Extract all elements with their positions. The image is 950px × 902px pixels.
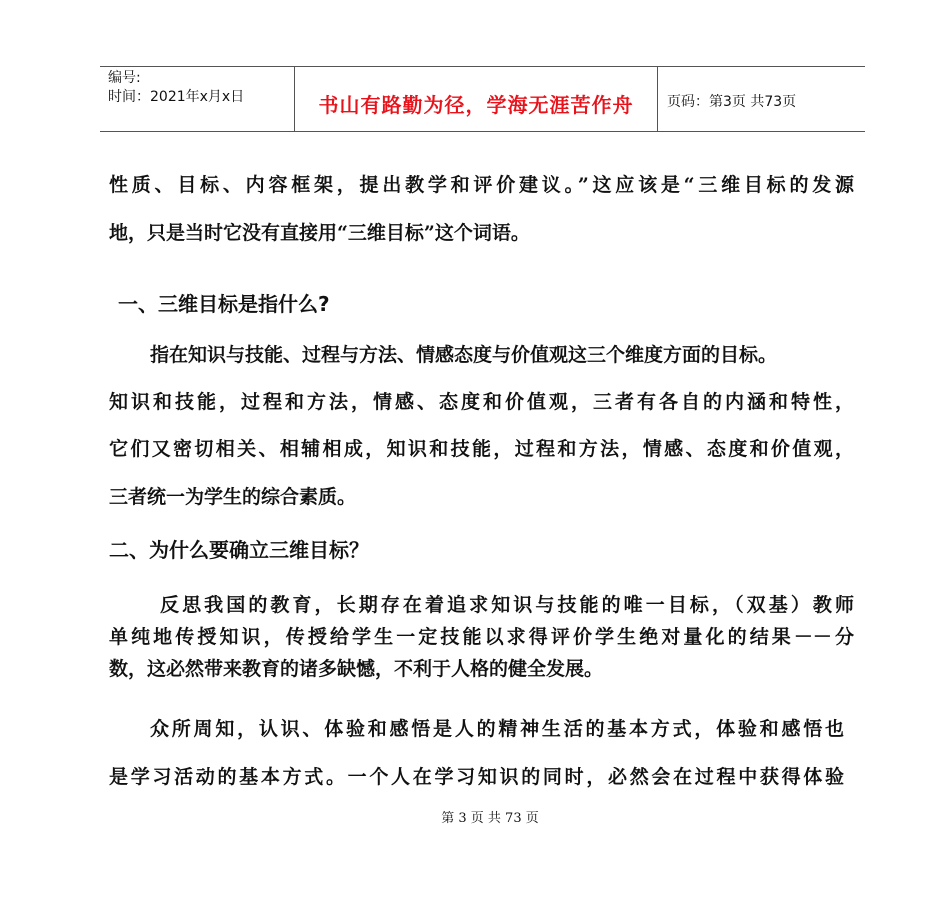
header-page-info: 页码：第3页 共73页	[667, 94, 797, 110]
section-heading-2: 二、为什么要确立三维目标？	[109, 538, 369, 562]
paragraph-line: 数，这必然带来教育的诸多缺憾，不利于人格的健全发展。	[109, 658, 604, 680]
header-motto-cell	[294, 67, 658, 131]
header-page-cell	[657, 67, 865, 131]
paragraph-line: 指在知识与技能、过程与方法、情感态度与价值观这三个维度方面的目标。	[150, 344, 778, 366]
serial-number-label: 编号:	[108, 70, 141, 86]
paragraph-line: 单纯地传授知识，传授给学生一定技能以求得评价学生绝对量化的结果－－分	[109, 626, 854, 648]
paragraph-line: 知识和技能，过程和方法，情感、态度和价值观，三者有各自的内涵和特性，	[109, 391, 854, 413]
section-heading-1: 一、三维目标是指什么?	[118, 292, 330, 316]
paragraph-line: 是学习活动的基本方式。一个人在学习知识的同时，必然会在过程中获得体验	[109, 766, 844, 788]
page-footer: 第 3 页 共 73 页	[441, 811, 539, 826]
paragraph-line: 众所周知，认识、体验和感悟是人的精神生活的基本方式，体验和感悟也	[150, 718, 844, 740]
paragraph-line: 性质、目标、内容框架，提出教学和评价建议。”这应该是“三维目标的发源	[109, 174, 854, 196]
paragraph-line: 地，只是当时它没有直接用“三维目标”这个词语。	[109, 222, 530, 244]
paragraph-line: 它们又密切相关、相辅相成，知识和技能，过程和方法，情感、态度和价值观，	[109, 438, 854, 460]
paragraph-line: 反思我国的教育，长期存在着追求知识与技能的唯一目标，（双基）教师	[160, 594, 854, 616]
time-label: 时间：2021年x月x日	[108, 89, 245, 105]
header-meta-cell	[100, 67, 294, 131]
page-header	[100, 66, 865, 132]
paragraph-line: 三者统一为学生的综合素质。	[109, 486, 357, 508]
motto-text: 书山有路勤为径，学海无涯苦作舟	[318, 93, 634, 117]
